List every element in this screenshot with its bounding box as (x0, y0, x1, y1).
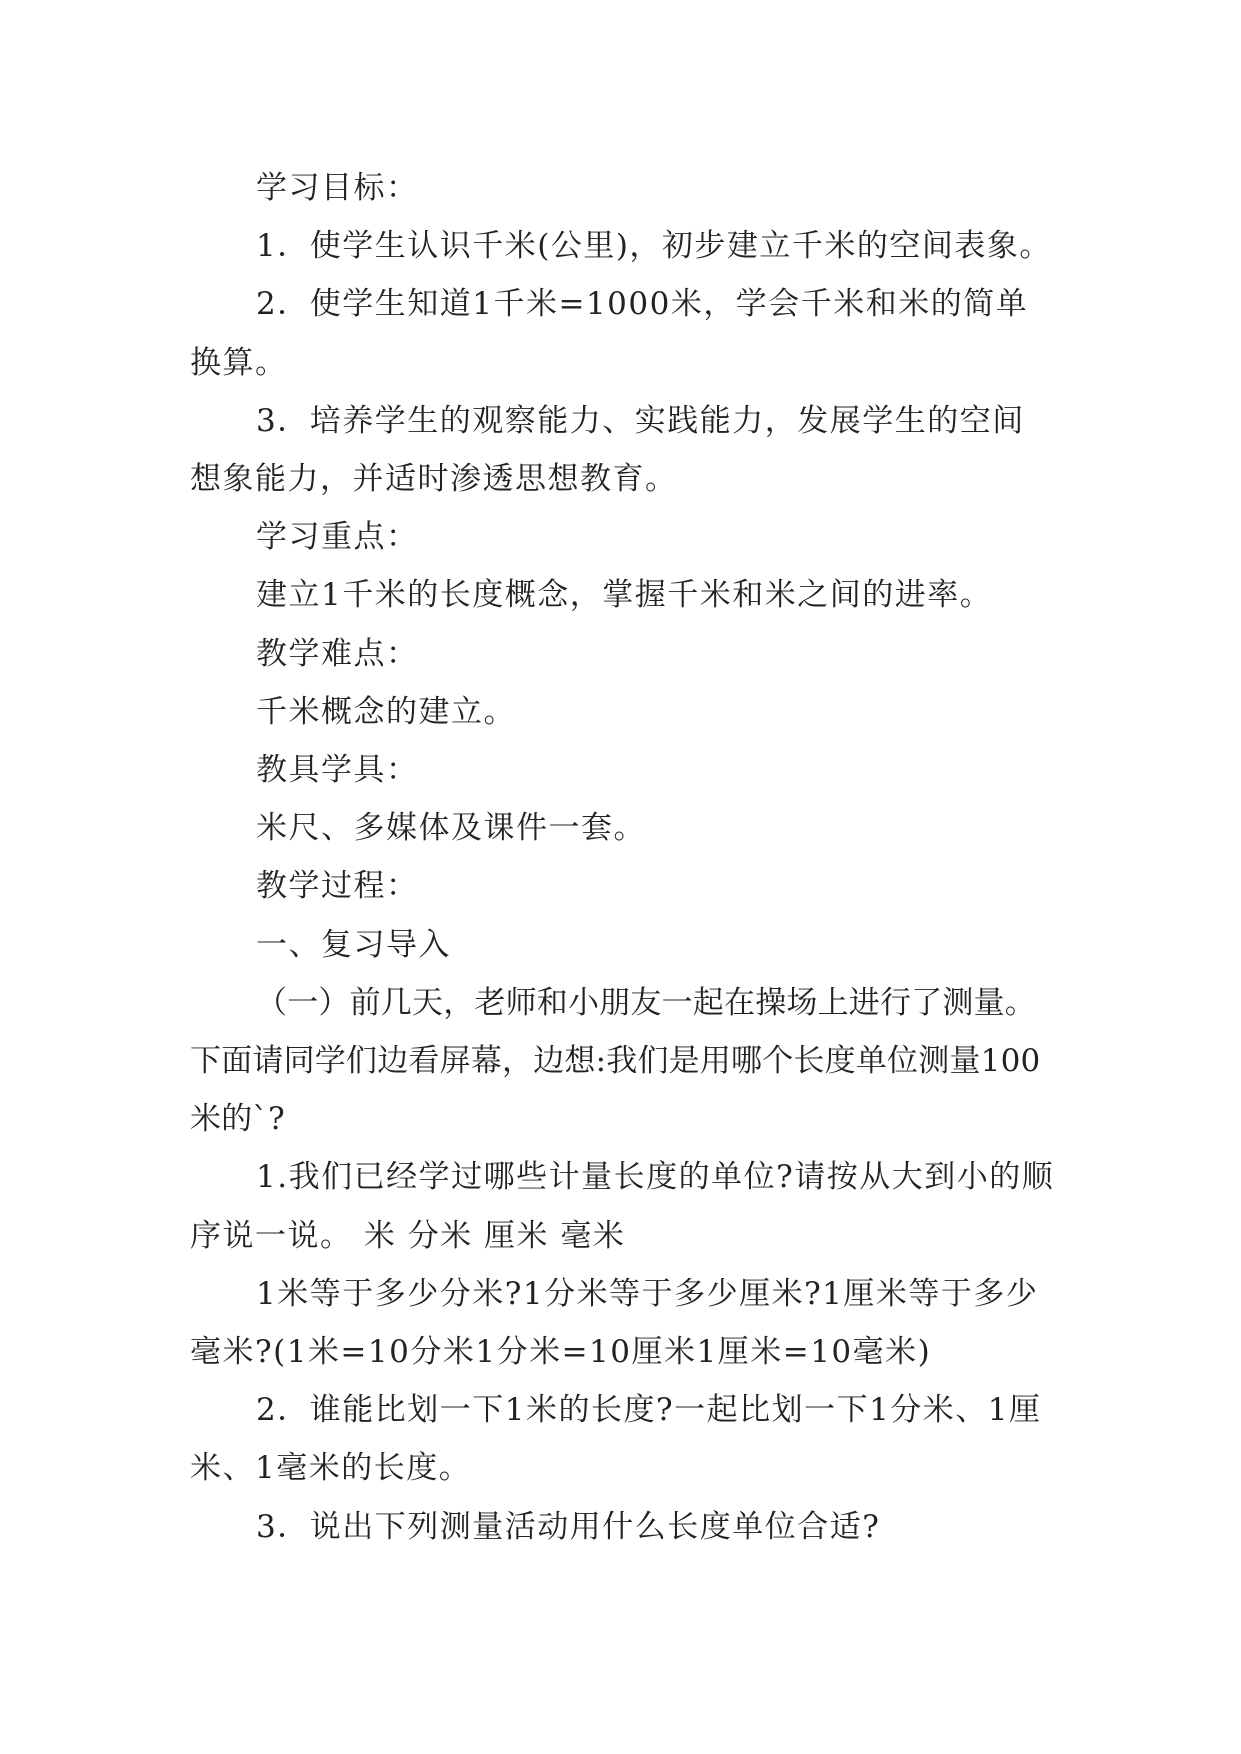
key-points-text: 建立1千米的长度概念，掌握千米和米之间的进率。 (256, 577, 993, 614)
goal-item-2: 2．使学生知道1千米=1000米，学会千米和米的简单换算。 (190, 286, 1029, 381)
review-question-conversions: 1米等于多少分米?1分米等于多少厘米?1厘米等于多少毫米?(1米=10分米1分米=10厘米1厘米=10毫米) (190, 1275, 1039, 1371)
heading-key-points: 学习重点： (256, 519, 419, 556)
heading-learning-goals: 学习目标： (256, 170, 419, 206)
review-question-1: 1.我们已经学过哪些计量长度的单位?请按从大到小的顺序说一说。 米 分米 厘米 毫米 (190, 1159, 1055, 1254)
review-paragraph-1: （一）前几天，老师和小朋友一起在操场上进行了测量。下面请同学们边看屏幕，边想:我们是用哪个长度单位测量100米的`? (190, 984, 1041, 1138)
heading-teaching-process: 教学过程： (256, 868, 419, 905)
review-question-3: 3．说出下列测量活动用什么长度单位合适? (256, 1508, 881, 1545)
heading-teaching-aids: 教具学具： (256, 752, 419, 789)
review-question-2: 2．谁能比划一下1米的长度?一起比划一下1分米、1厘米、1毫米的长度。 (190, 1392, 1042, 1487)
document-body (190, 159, 1055, 1556)
goal-item-1: 1．使学生认识千米(公里)，初步建立千米的空间表象。 (256, 228, 1052, 265)
goal-item-3: 3．培养学生的观察能力、实践能力，发展学生的空间想象能力，并适时渗透思想教育。 (190, 402, 1025, 498)
difficulties-text: 千米概念的建立。 (256, 693, 516, 730)
teaching-aids-text: 米尺、多媒体及课件一套。 (256, 810, 646, 847)
section-review-intro: 一、复习导入 (256, 926, 451, 963)
heading-difficulties: 教学难点： (256, 635, 419, 672)
